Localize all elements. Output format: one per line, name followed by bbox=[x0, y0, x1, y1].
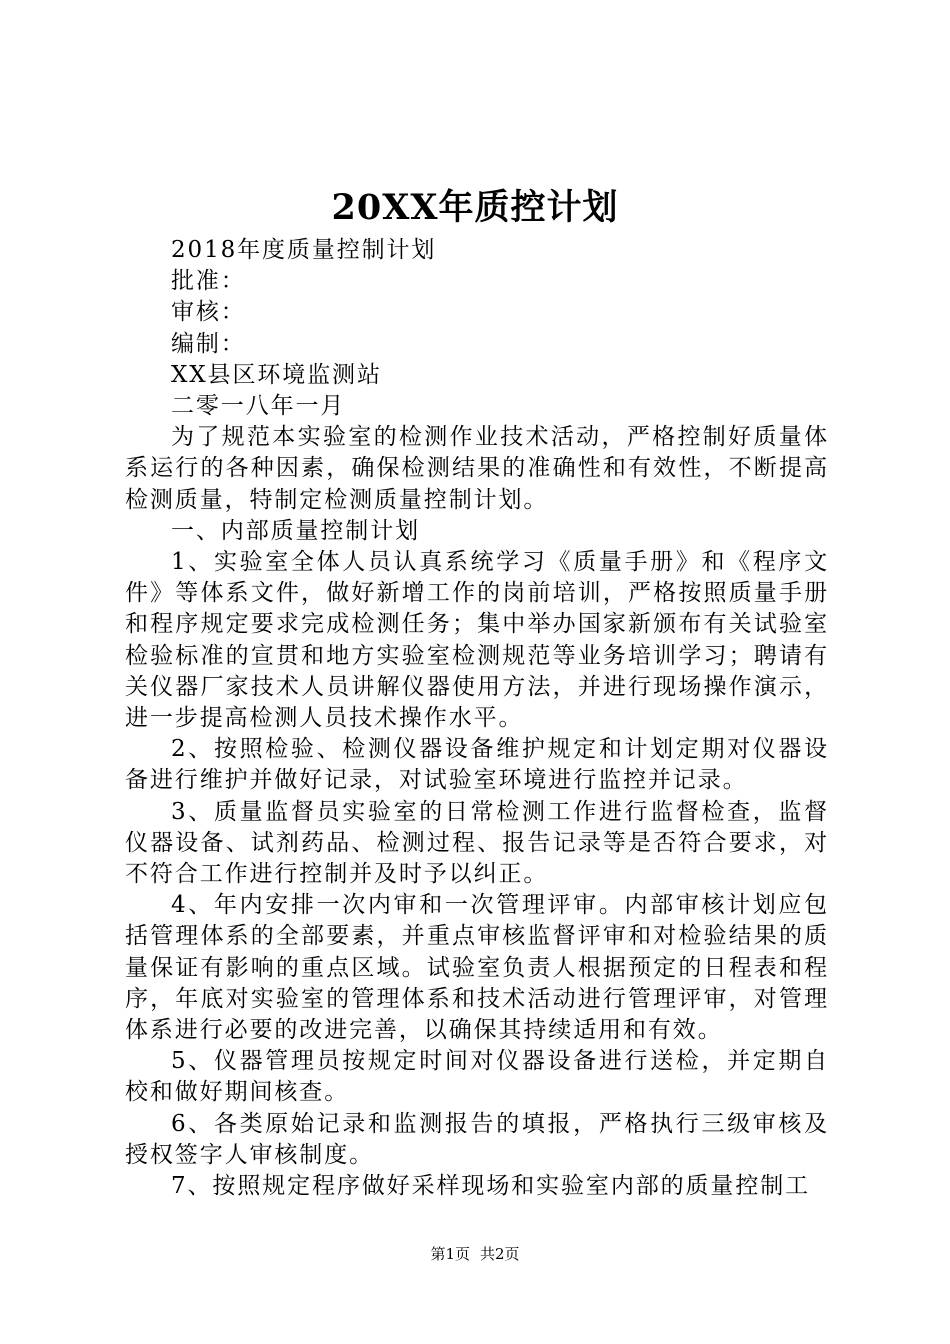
list-item-3: 3、质量监督员实验室的日常检测工作进行监督检查，监督仪器设备、试剂药品、检测过程、报告记录等是否符合要求，对不符合工作进行控制并及时予以纠正。 bbox=[125, 798, 829, 888]
list-item-4: 4、年内安排一次内审和一次管理评审。内部审核计划应包括管理体系的全部要素，并重点审核监督评审和对检验结果的质量保证有影响的重点区域。试验室负责人根据预定的日程表和程序，年底对实验室的管理体系和技术活动进行管理评审，对管理体系进行必要的改进完善，以确保其持续适用和有效。 bbox=[125, 892, 829, 1044]
page-footer bbox=[0, 1242, 950, 1266]
paragraph-compiler: 编制： bbox=[171, 330, 246, 357]
paragraph-plan-name: 2018年度质量控制计划 bbox=[171, 237, 437, 263]
paragraph-review: 审核： bbox=[171, 299, 246, 326]
list-item-7: 7、按照规定程序做好采样现场和实验室内部的质量控制工 bbox=[171, 1173, 811, 1200]
list-item-2: 2、按照检验、检测仪器设备维护规定和计划定期对仪器设备进行维护并做好记录，对试验室环境进行监控并记录。 bbox=[125, 736, 829, 794]
paragraph-approval: 批准： bbox=[171, 268, 246, 295]
document-body bbox=[125, 235, 829, 1202]
section-heading-internal-qc: 一、内部质量控制计划 bbox=[171, 517, 420, 544]
list-item-1: 1、实验室全体人员认真系统学习《质量手册》和《程序文件》等体系文件，做好新增工作的岗前培训，严格按照质量手册和程序规定要求完成检测任务；集中举办国家新颁布有关试验室检验标准的宣贯和地方实验室检测规范等业务培训学习；聘请有关仪器厂家技术人员讲解仪器使用方法，并进行现场操作演示，进一步提高检测人员技术操作水平。 bbox=[125, 549, 829, 732]
paragraph-organization: XX县区环境监测站 bbox=[171, 361, 382, 388]
paragraph-date: 二零一八年一月 bbox=[171, 393, 346, 420]
paragraph-intro: 为了规范本实验室的检测作业技术活动，严格控制好质量体系运行的各种因素，确保检测结果的准确性和有效性，不断提高检测质量，特制定检测质量控制计划。 bbox=[125, 424, 829, 513]
list-item-5: 5、仪器管理员按规定时间对仪器设备进行送检，并定期自校和做好期间核查。 bbox=[125, 1048, 829, 1106]
document-title: 20XX年质控计划 bbox=[331, 187, 619, 228]
page-number-total: 共2页 bbox=[480, 1245, 520, 1263]
list-item-6: 6、各类原始记录和监测报告的填报，严格执行三级审核及授权签字人审核制度。 bbox=[125, 1110, 829, 1168]
page-number-current: 第1页 bbox=[430, 1245, 470, 1263]
